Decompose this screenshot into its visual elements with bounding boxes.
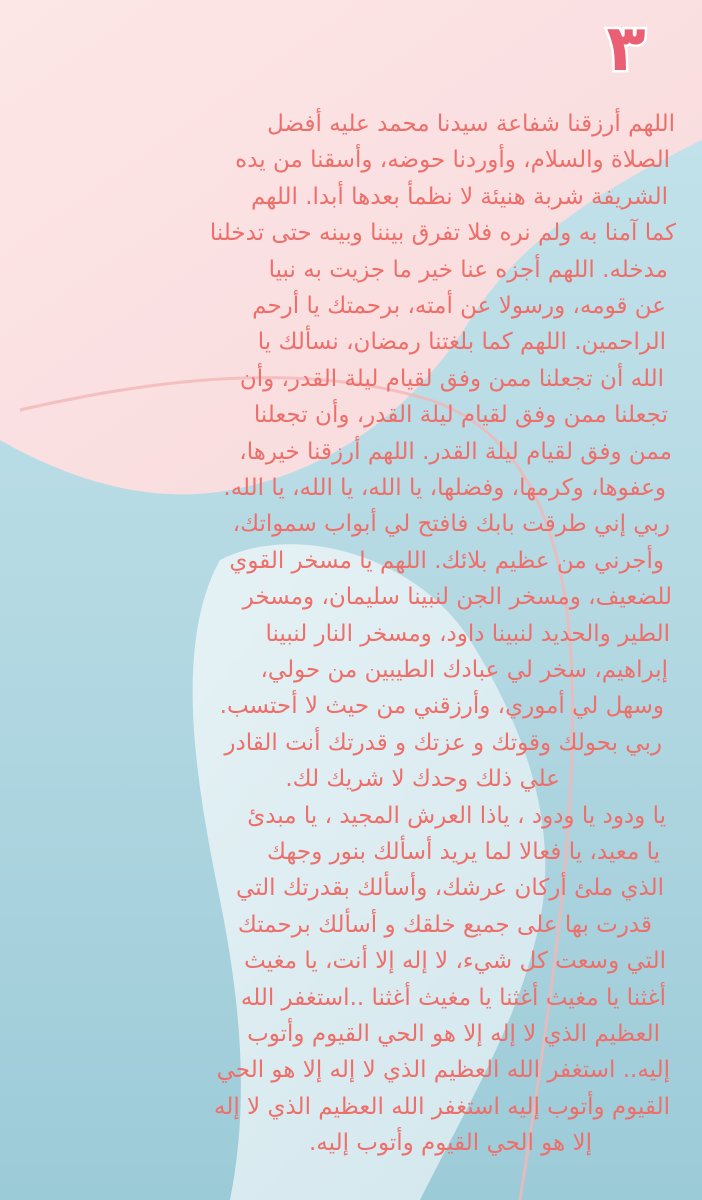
text-line: عن قومه، ورسولا عن أمته، برحمتك يا أرحم: [252, 293, 666, 319]
text-line: للضعيف، ومسخر الجن لنبينا سليمان، ومسخر: [242, 584, 672, 611]
text-line: ربي إني طرقت بابك فافتح لي أبواب سمواتك،: [232, 511, 670, 538]
text-line: تجعلنا ممن وفق لقيام ليلة القدر، وأن تجعلنا: [253, 402, 668, 429]
text-line: إبراهيم، سخر لي عبادك الطيبين من حولي،: [260, 657, 668, 683]
text-line: التي وسعت كل شيء، لا إله إلا أنت، يا مغيث: [244, 948, 666, 975]
text-line: قدرت بها على جميع خلقك و أسألك برحمتك: [237, 911, 652, 938]
text-line: ممن وفق لقيام ليلة القدر. اللهم أرزقنا خيرها،: [239, 438, 672, 465]
text-line: العظيم الذي لا إله إلا هو الحي القيوم وأتوب: [247, 1021, 660, 1047]
text-line: إليه.. استغفر الله العظيم الذي لا إله إلا هو الحي: [216, 1057, 670, 1084]
text-line: يا معيد، يا فعالا لما يريد أسألك بنور وجهك: [267, 839, 660, 865]
text-line: يا ودود يا ودود ، ياذا العرش المجيد ، يا مبدئ: [247, 802, 666, 829]
text-line: الراحمين. اللهم كما بلغتنا رمضان، نسألك يا: [257, 329, 666, 356]
page-number-badge: ٣: [606, 12, 646, 86]
text-line: اللهم أرزقنا شفاعة سيدنا محمد عليه أفضل: [267, 111, 675, 137]
text-line: وعفوها، وكرمها، وفضلها، يا الله، يا الله، يا الله.: [223, 475, 666, 501]
text-line: أغثنا يا مغيث أغثنا يا مغيث أغثنا ..استغفر الله: [240, 984, 666, 1011]
text-line: كما آمنا به ولم نره فلا تفرق بيننا وبينه حتى تدخلنا: [209, 220, 676, 247]
text-line: مدخله. اللهم أجزه عنا خير ما جزيت به نبيا: [268, 256, 668, 283]
text-line: ربي بحولك وقوتك و عزتك و قدرتك أنت القادر: [224, 729, 662, 756]
text-line: الصلاة والسلام، وأوردنا حوضه، وأسقنا من يده: [235, 147, 670, 174]
text-line: القيوم وأتوب إليه استغفر الله العظيم الذي لا إله: [214, 1093, 670, 1120]
text-line: الذي ملئ أركان عرشك، وأسألك بقدرتك التي: [236, 875, 664, 902]
text-line: وأجرني من عظيم بلائك. اللهم يا مسخر القوي: [229, 547, 664, 574]
text-line: إلا هو الحي القيوم وأتوب إليه.: [309, 1130, 592, 1157]
text-line: الطير والحديد لنبينا داود، ومسخر النار لنبينا: [265, 620, 670, 647]
text-line: علي ذلك وحدك لا شريك لك.: [285, 766, 560, 793]
text-line: وسهل لي أموري، وأرزقني من حيث لا أحتسب.: [219, 693, 664, 720]
text-line: الشريفة شربة هنيئة لا نظمأ بعدها أبدا. اللهم: [250, 183, 668, 210]
text-line: الله أن تجعلنا ممن وفق لقيام ليلة القدر، وأن: [239, 365, 664, 392]
